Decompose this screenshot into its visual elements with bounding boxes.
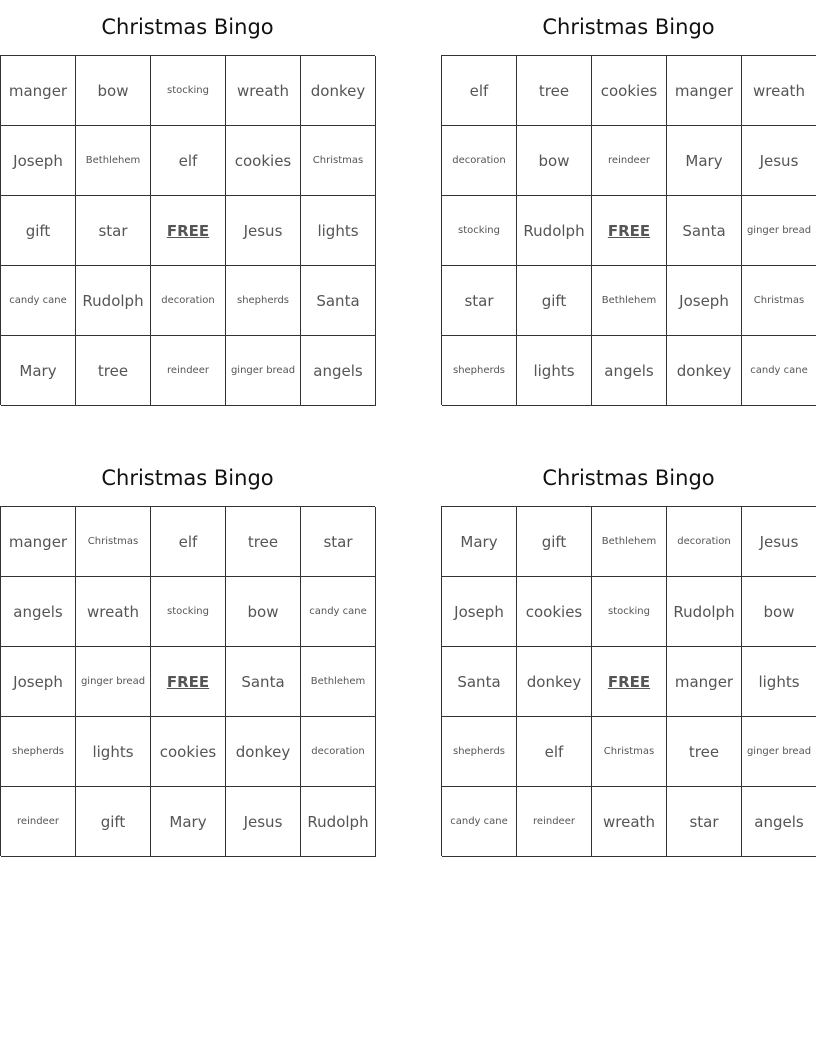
bingo-cell: lights [301,196,376,266]
bingo-cell: tree [226,507,301,577]
bingo-cell: gift [76,787,151,857]
bingo-cell: Bethlehem [592,507,667,577]
bingo-cell: manger [1,56,76,126]
bingo-cell: shepherds [442,336,517,406]
bingo-cell: donkey [226,717,301,787]
bingo-cell: Jesus [226,196,301,266]
bingo-card-3 [0,451,375,856]
bingo-cell: star [667,787,742,857]
bingo-cell: elf [442,56,517,126]
free-space: FREE [592,196,667,266]
bingo-cell: Rudolph [76,266,151,336]
bingo-cell: gift [517,266,592,336]
free-space: FREE [592,647,667,717]
bingo-cell: Christmas [742,266,816,336]
bingo-cell: Jesus [742,507,816,577]
bingo-cell: manger [667,647,742,717]
bingo-cell: stocking [151,577,226,647]
bingo-grid [441,55,816,405]
bingo-cell: gift [517,507,592,577]
bingo-cell: Joseph [1,647,76,717]
bingo-cell: wreath [76,577,151,647]
bingo-cell: elf [151,126,226,196]
bingo-cell: shepherds [226,266,301,336]
bingo-cell: cookies [226,126,301,196]
bingo-cell: lights [76,717,151,787]
bingo-cell: Christmas [76,507,151,577]
free-space: FREE [151,196,226,266]
bingo-cell: candy cane [301,577,376,647]
bingo-cell: Joseph [667,266,742,336]
bingo-cell: Santa [667,196,742,266]
bingo-cell: Bethlehem [592,266,667,336]
bingo-grid [0,55,375,405]
bingo-card-4 [441,451,816,856]
bingo-card-1 [0,0,375,405]
bingo-card-2 [441,0,816,405]
bingo-grid [441,506,816,856]
bingo-cell: wreath [742,56,816,126]
bingo-cell: Christmas [301,126,376,196]
bingo-cell: bow [742,577,816,647]
bingo-cell: decoration [667,507,742,577]
card-title: Christmas Bingo [101,15,274,39]
bingo-cell: decoration [442,126,517,196]
bingo-cell: wreath [226,56,301,126]
bingo-cell: Mary [667,126,742,196]
bingo-cell: angels [1,577,76,647]
bingo-cell: stocking [592,577,667,647]
bingo-cell: star [76,196,151,266]
bingo-cell: Joseph [442,577,517,647]
bingo-cell: bow [76,56,151,126]
bingo-cell: reindeer [151,336,226,406]
bingo-cell: shepherds [442,717,517,787]
bingo-cell: Mary [1,336,76,406]
bingo-cell: Mary [442,507,517,577]
bingo-cell: lights [517,336,592,406]
bingo-cell: reindeer [517,787,592,857]
bingo-cell: manger [667,56,742,126]
bingo-cell: Joseph [1,126,76,196]
bingo-cell: reindeer [1,787,76,857]
bingo-cell: decoration [301,717,376,787]
bingo-cell: angels [301,336,376,406]
bingo-cell: Mary [151,787,226,857]
bingo-cell: elf [517,717,592,787]
bingo-cell: gift [1,196,76,266]
bingo-cell: lights [742,647,816,717]
bingo-cell: cookies [151,717,226,787]
bingo-cell: donkey [517,647,592,717]
bingo-cell: angels [592,336,667,406]
bingo-cell: Bethlehem [301,647,376,717]
bingo-cell: Santa [301,266,376,336]
card-title: Christmas Bingo [542,15,715,39]
bingo-cell: candy cane [742,336,816,406]
bingo-cell: ginger bread [76,647,151,717]
bingo-cell: Santa [226,647,301,717]
bingo-cell: Rudolph [517,196,592,266]
bingo-cell: Rudolph [301,787,376,857]
bingo-cell: ginger bread [742,196,816,266]
bingo-cell: wreath [592,787,667,857]
bingo-cell: Jesus [226,787,301,857]
bingo-cell: Christmas [592,717,667,787]
bingo-cell: ginger bread [742,717,816,787]
bingo-cell: candy cane [442,787,517,857]
bingo-cell: Rudolph [667,577,742,647]
bingo-cell: Santa [442,647,517,717]
bingo-cell: Jesus [742,126,816,196]
bingo-grid [0,506,375,856]
bingo-cell: shepherds [1,717,76,787]
free-space: FREE [151,647,226,717]
bingo-cell: stocking [442,196,517,266]
card-title: Christmas Bingo [101,466,274,490]
bingo-cell: stocking [151,56,226,126]
bingo-cell: angels [742,787,816,857]
bingo-cell: reindeer [592,126,667,196]
bingo-cell: tree [76,336,151,406]
bingo-cell: tree [517,56,592,126]
bingo-cell: elf [151,507,226,577]
bingo-cell: bow [226,577,301,647]
bingo-cell: donkey [301,56,376,126]
bingo-cell: star [301,507,376,577]
bingo-cell: Bethlehem [76,126,151,196]
bingo-cell: cookies [517,577,592,647]
bingo-cell: cookies [592,56,667,126]
bingo-cell: bow [517,126,592,196]
bingo-cell: tree [667,717,742,787]
card-title: Christmas Bingo [542,466,715,490]
bingo-cell: candy cane [1,266,76,336]
bingo-cell: star [442,266,517,336]
bingo-cell: decoration [151,266,226,336]
bingo-cell: manger [1,507,76,577]
bingo-cell: ginger bread [226,336,301,406]
bingo-cell: donkey [667,336,742,406]
